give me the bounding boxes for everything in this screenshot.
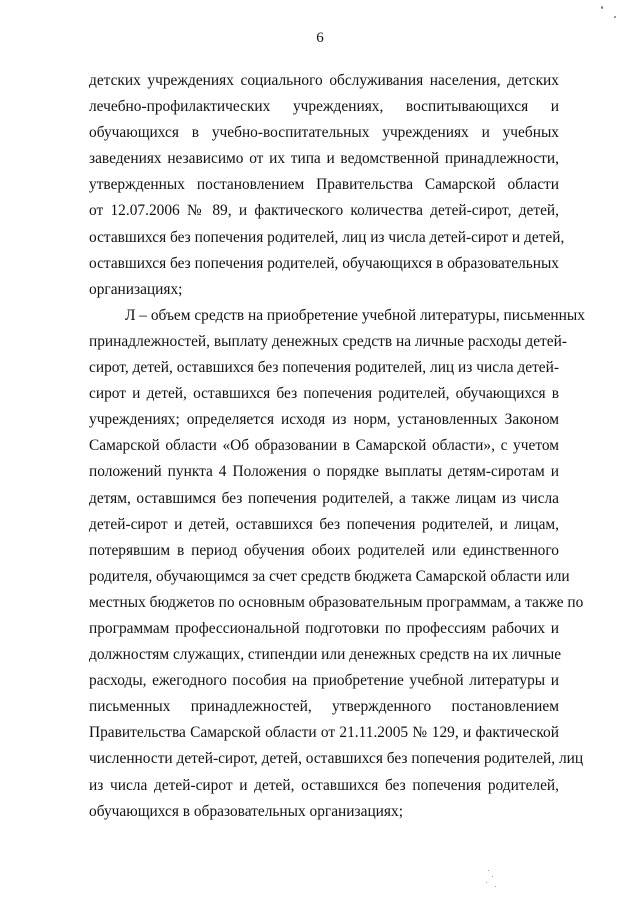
- text-line: заведениях независимо от их типа и ведомственной принадлежности,: [89, 150, 559, 168]
- text-line: сирот и детей, оставшихся без попечения родителей, обучающихся в: [89, 385, 559, 403]
- text-line: детей-сирот и детей, оставшихся без попечения родителей, и лицам,: [89, 515, 559, 533]
- text-line: учреждениях; определяется исходя из норм, установленных Законом: [89, 411, 559, 429]
- text-line: обучающихся в образовательных организациях;: [89, 802, 403, 820]
- scan-speck: [614, 16, 616, 18]
- text-line: оставшихся без попечения родителей, лиц из числа детей-сирот и детей,: [89, 228, 565, 246]
- text-line: обучающихся в учебно-воспитательных учреждениях и учебных: [89, 124, 559, 142]
- scan-speck: [492, 876, 493, 877]
- text-line: расходы, ежегодного пособия на приобретение учебной литературы и: [89, 672, 559, 690]
- text-line: принадлежностей, выплату денежных средств на личные расходы детей-: [89, 332, 567, 350]
- body-text: [89, 68, 585, 825]
- text-line: положений пункта 4 Положения о порядке выплаты детям-сиротам и: [89, 463, 559, 481]
- text-line: Л – объем средств на приобретение учебной литературы, письменных: [125, 306, 585, 324]
- scan-speck: [495, 886, 496, 887]
- text-line: сирот, детей, оставшихся без попечения родителей, лиц из числа детей-: [89, 359, 559, 377]
- text-line: Правительства Самарской области от 21.11.2005 № 129, и фактической: [89, 724, 559, 742]
- text-line: оставшихся без попечения родителей, обучающихся в образовательных: [89, 254, 559, 272]
- text-line: родителя, обучающимся за счет средств бюджета Самарской области или: [89, 567, 570, 585]
- text-line: от 12.07.2006 № 89, и фактического количества детей-сирот, детей,: [89, 202, 559, 220]
- scan-speck: [488, 870, 489, 871]
- scan-speck: [601, 6, 603, 9]
- text-line: детям, оставшимся без попечения родителей, а также лицам из числа: [89, 489, 559, 507]
- text-line: лечебно-профилактических учреждениях, воспитывающихся и: [89, 98, 559, 116]
- text-line: программам профессиональной подготовки по профессиям рабочих и: [89, 619, 559, 637]
- text-line: численности детей-сирот, детей, оставшихся без попечения родителей, лиц: [89, 750, 584, 768]
- text-line: должностям служащих, стипендии или денежных средств на их личные: [89, 646, 562, 664]
- text-line: утвержденных постановлением Правительства Самарской области: [89, 176, 559, 194]
- text-line: детских учреждениях социального обслуживания населения, детских: [89, 72, 559, 89]
- scan-speck: [486, 882, 487, 883]
- text-line: потерявшим в период обучения обоих родителей или единственного: [89, 541, 559, 559]
- text-line: местных бюджетов по основным образовательным программам, а также по: [89, 593, 584, 611]
- text-line: Самарской области «Об образовании в Самарской области», с учетом: [89, 437, 559, 455]
- text-line: письменных принадлежностей, утвержденного постановлением: [89, 698, 559, 716]
- page-number: 6: [316, 30, 324, 46]
- text-line: организациях;: [89, 280, 183, 298]
- text-line: из числа детей-сирот и детей, оставшихся без попечения родителей,: [89, 776, 559, 794]
